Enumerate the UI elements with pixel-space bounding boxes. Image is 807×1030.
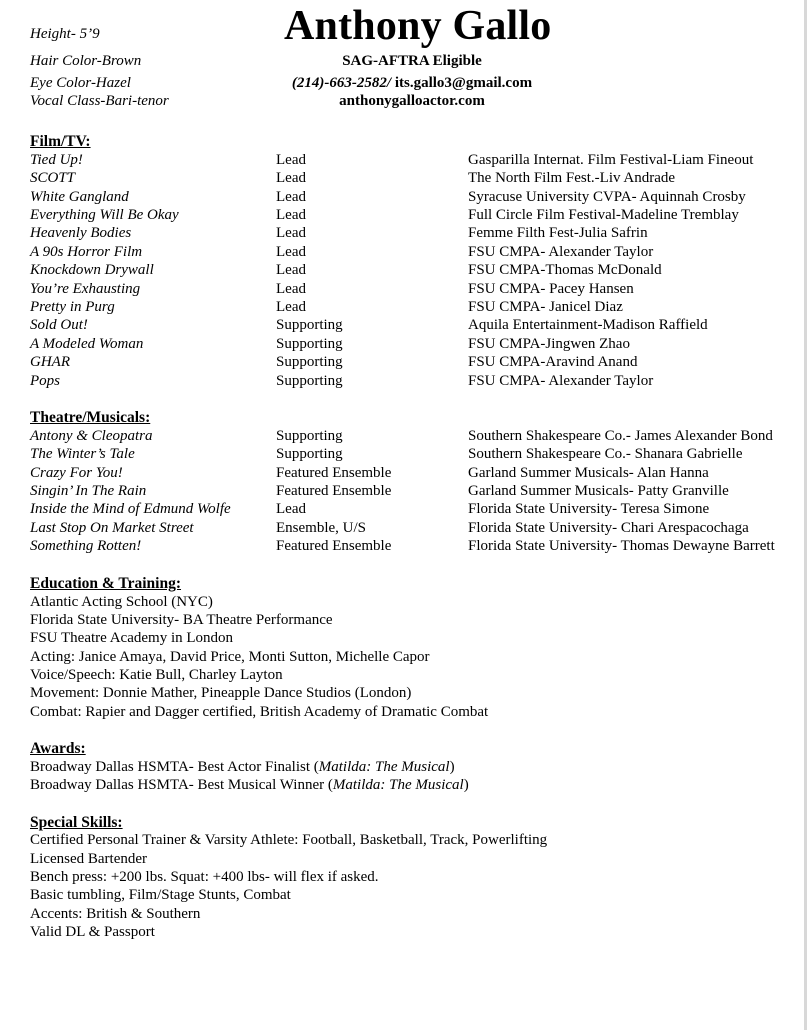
theatre-heading: Theatre/Musicals: [30,409,151,426]
skills-heading: Special Skills: [30,814,123,831]
film-heading: Film/TV: [30,133,91,150]
table-row: Last Stop On Market Street Ensemble, U/S Florida State University- Chari Arespacochaga [30,520,749,536]
table-row: A Modeled Woman Supporting FSU CMPA-Jingwen Zhao [30,336,630,352]
table-row: Crazy For You! Featured Ensemble Garland Summer Musicals- Alan Hanna [30,465,709,481]
education-line: Movement: Donnie Mather, Pineapple Dance Studios (London) [30,685,412,701]
education-line: Voice/Speech: Katie Bull, Charley Layton [30,667,283,683]
table-row: Something Rotten! Featured Ensemble Florida State University- Thomas Dewayne Barrett [30,538,775,554]
education-line: Combat: Rapier and Dagger certified, British Academy of Dramatic Combat [30,704,489,720]
website: anthonygalloactor.com [339,93,485,109]
skill-line: Valid DL & Passport [30,924,155,940]
table-row: Heavenly Bodies Lead Femme Filth Fest-Julia Safrin [30,225,648,241]
award-line: Broadway Dallas HSMTA- Best Actor Finalist (Matilda: The Musical) [30,759,455,775]
skill-line: Basic tumbling, Film/Stage Stunts, Combat [30,887,291,903]
education-line: Florida State University- BA Theatre Performance [30,612,333,628]
education-heading: Education & Training: [30,575,182,592]
union-status: SAG-AFTRA Eligible [342,53,482,69]
table-row: Sold Out! Supporting Aquila Entertainment-Madison Raffield [30,317,708,333]
table-row: Singin’ In The Rain Featured Ensemble Garland Summer Musicals- Patty Granville [30,483,729,499]
table-row: A 90s Horror Film Lead FSU CMPA- Alexander Taylor [30,244,654,260]
skill-line: Bench press: +200 lbs. Squat: +400 lbs- will flex if asked. [30,869,379,885]
stat-vocal: Vocal Class-Bari-tenor [30,93,169,109]
education-line: Atlantic Acting School (NYC) [30,594,213,610]
education-line: Acting: Janice Amaya, David Price, Monti Sutton, Michelle Capor [30,649,430,665]
table-row: The Winter’s Tale Supporting Southern Shakespeare Co.- Shanara Gabrielle [30,446,743,462]
skill-line: Licensed Bartender [30,851,148,867]
awards-heading: Awards: [30,740,86,757]
table-row: Pretty in Purg Lead FSU CMPA- Janicel Diaz [30,299,623,315]
contact-line [284,75,540,92]
table-row: GHAR Supporting FSU CMPA-Aravind Anand [30,354,638,370]
table-row: Tied Up! Lead Gasparilla Internat. Film Festival-Liam Fineout [30,152,754,168]
award-line: Broadway Dallas HSMTA- Best Musical Winner (Matilda: The Musical) [30,777,469,793]
stat-height: Height- 5’9 [30,26,100,42]
table-row: SCOTT Lead The North Film Fest.-Liv Andrade [30,170,676,186]
education-line: FSU Theatre Academy in London [30,630,234,646]
table-row: You’re Exhausting Lead FSU CMPA- Pacey Hansen [30,281,634,297]
table-row: White Gangland Lead Syracuse University CVPA- Aquinnah Crosby [30,189,746,205]
table-row: Everything Will Be Okay Lead Full Circle Film Festival-Madeline Tremblay [30,207,739,223]
table-row: Pops Supporting FSU CMPA- Alexander Taylor [30,373,654,389]
stat-hair: Hair Color-Brown [30,53,142,69]
email: its.gallo3@gmail.com [394,75,533,91]
skill-line: Accents: British & Southern [30,906,201,922]
stat-eyes: Eye Color-Hazel [30,75,131,91]
table-row: Antony & Cleopatra Supporting Southern Shakespeare Co.- James Alexander Bond [30,428,773,444]
table-row: Knockdown Drywall Lead FSU CMPA-Thomas McDonald [30,262,662,278]
skill-line: Certified Personal Trainer & Varsity Athlete: Football, Basketball, Track, Powerlifting [30,832,548,848]
table-row: Inside the Mind of Edmund Wolfe Lead Florida State University- Teresa Simone [30,501,710,517]
phone: (214)-663-2582/ [291,75,392,91]
actor-name: Anthony Gallo [284,3,552,49]
